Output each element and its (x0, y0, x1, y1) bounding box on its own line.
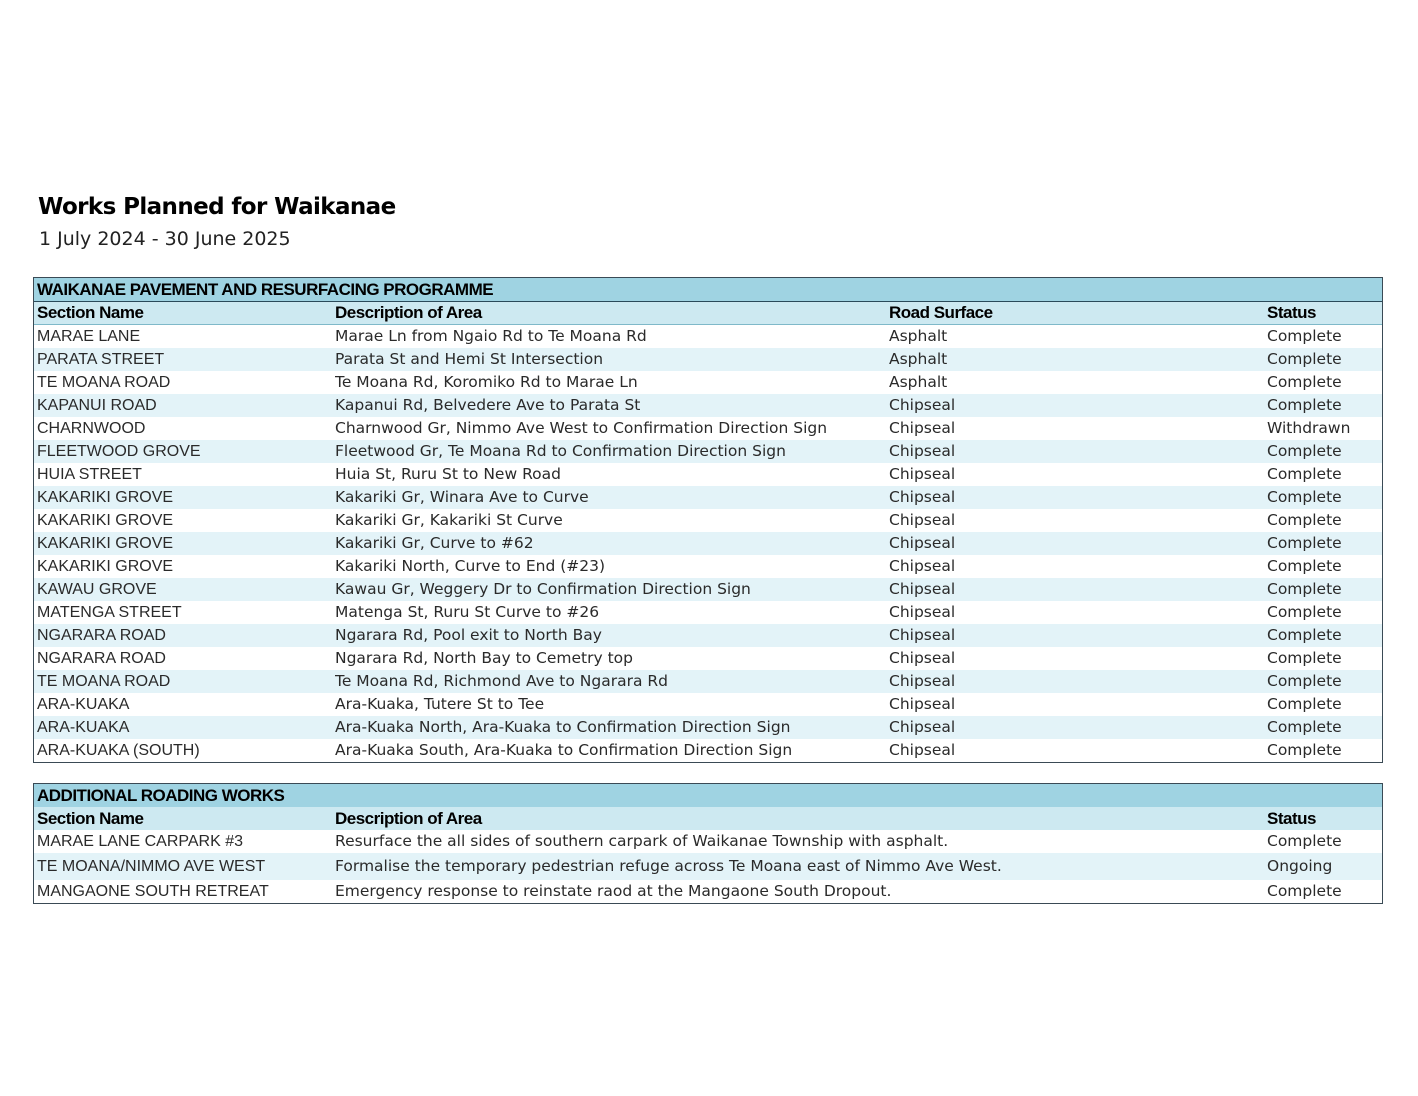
status-cell: Complete (1267, 603, 1342, 621)
status-cell: Complete (1267, 327, 1342, 345)
table-header-row (34, 807, 1382, 830)
section-name-cell: KAWAU GROVE (37, 581, 157, 598)
description-cell: Resurface the all sides of southern carpark of Waikanae Township with asphalt. (335, 832, 949, 850)
table-row (34, 325, 1382, 348)
description-cell: Te Moana Rd, Koromiko Rd to Marae Ln (335, 373, 638, 391)
table-row (34, 394, 1382, 417)
status-cell: Withdrawn (1267, 419, 1351, 437)
description-cell: Parata St and Hemi St Intersection (335, 350, 604, 368)
column-header-description: Description of Area (335, 303, 482, 322)
status-cell: Complete (1267, 832, 1342, 850)
section-name-cell: KAPANUI ROAD (37, 397, 157, 414)
description-cell: Ara-Kuaka South, Ara-Kuaka to Confirmation Direction Sign (335, 741, 793, 759)
status-cell: Complete (1267, 580, 1342, 598)
table-banner: WAIKANAE PAVEMENT AND RESURFACING PROGRAMME (34, 278, 1382, 302)
table-row (34, 440, 1382, 463)
section-name-cell: TE MOANA/NIMMO AVE WEST (37, 858, 266, 875)
table-row (34, 486, 1382, 509)
section-name-cell: KAKARIKI GROVE (37, 535, 174, 552)
table-row (34, 555, 1382, 578)
section-name-cell: KAKARIKI GROVE (37, 489, 174, 506)
status-cell: Complete (1267, 373, 1342, 391)
road-surface-cell: Asphalt (889, 350, 948, 368)
table-row (34, 716, 1382, 739)
status-cell: Complete (1267, 741, 1342, 759)
road-surface-cell: Chipseal (889, 741, 956, 759)
description-cell: Kawau Gr, Weggery Dr to Confirmation Direction Sign (335, 580, 751, 598)
table-header-row (34, 302, 1382, 325)
section-name-cell: PARATA STREET (37, 351, 165, 368)
table-row (34, 693, 1382, 716)
road-surface-cell: Chipseal (889, 419, 956, 437)
section-name-cell: NGARARA ROAD (37, 627, 166, 644)
section-name-cell: NGARARA ROAD (37, 650, 166, 667)
table-row (34, 830, 1382, 853)
status-cell: Complete (1267, 511, 1342, 529)
road-surface-cell: Chipseal (889, 534, 956, 552)
status-cell: Complete (1267, 882, 1342, 900)
column-header-section: Section Name (37, 809, 144, 828)
description-cell: Huia St, Ruru St to New Road (335, 465, 561, 483)
description-cell: Kakariki Gr, Winara Ave to Curve (335, 488, 589, 506)
section-name-cell: CHARNWOOD (37, 420, 146, 437)
description-cell: Marae Ln from Ngaio Rd to Te Moana Rd (335, 327, 647, 345)
table-row (34, 371, 1382, 394)
road-surface-cell: Chipseal (889, 649, 956, 667)
column-header-section: Section Name (37, 303, 144, 322)
status-cell: Complete (1267, 488, 1342, 506)
date-range: 1 July 2024 - 30 June 2025 (39, 228, 291, 250)
table-row (34, 601, 1382, 624)
table-row (34, 532, 1382, 555)
road-surface-cell: Chipseal (889, 626, 956, 644)
status-cell: Complete (1267, 465, 1342, 483)
description-cell: Charnwood Gr, Nimmo Ave West to Confirmation Direction Sign (335, 419, 828, 437)
page-title: Works Planned for Waikanae (38, 194, 396, 220)
description-cell: Ngarara Rd, North Bay to Cemetry top (335, 649, 634, 667)
section-name-cell: ARA-KUAKA (SOUTH) (37, 742, 200, 759)
description-cell: Emergency response to reinstate raod at the Mangaone South Dropout. (335, 882, 892, 900)
column-header-status: Status (1267, 809, 1316, 828)
road-surface-cell: Asphalt (889, 327, 948, 345)
road-surface-cell: Chipseal (889, 396, 956, 414)
description-cell: Matenga St, Ruru St Curve to #26 (335, 603, 600, 621)
description-cell: Formalise the temporary pedestrian refuge across Te Moana east of Nimmo Ave West. (335, 857, 1002, 875)
table-row (34, 853, 1382, 880)
section-name-cell: TE MOANA ROAD (37, 673, 171, 690)
section-name-cell: FLEETWOOD GROVE (37, 443, 201, 460)
description-cell: Kakariki North, Curve to End (#23) (335, 557, 606, 575)
additional-roading-table (33, 783, 1383, 904)
road-surface-cell: Chipseal (889, 488, 956, 506)
section-name-cell: ARA-KUAKA (37, 719, 130, 736)
description-cell: Te Moana Rd, Richmond Ave to Ngarara Rd (335, 672, 668, 690)
road-surface-cell: Chipseal (889, 557, 956, 575)
road-surface-cell: Chipseal (889, 718, 956, 736)
status-cell: Complete (1267, 649, 1342, 667)
description-cell: Ara-Kuaka, Tutere St to Tee (335, 695, 545, 713)
description-cell: Fleetwood Gr, Te Moana Rd to Confirmation Direction Sign (335, 442, 786, 460)
road-surface-cell: Chipseal (889, 442, 956, 460)
column-header-surface: Road Surface (889, 303, 993, 322)
description-cell: Ngarara Rd, Pool exit to North Bay (335, 626, 602, 644)
section-name-cell: TE MOANA ROAD (37, 374, 171, 391)
table-banner: ADDITIONAL ROADING WORKS (34, 784, 1382, 807)
table-row (34, 348, 1382, 371)
status-cell: Complete (1267, 350, 1342, 368)
section-name-cell: MANGAONE SOUTH RETREAT (37, 883, 269, 900)
description-cell: Kapanui Rd, Belvedere Ave to Parata St (335, 396, 641, 414)
table-row (34, 739, 1382, 762)
status-cell: Complete (1267, 672, 1342, 690)
status-cell: Complete (1267, 442, 1342, 460)
table-row (34, 509, 1382, 532)
section-name-cell: ARA-KUAKA (37, 696, 130, 713)
section-name-cell: KAKARIKI GROVE (37, 558, 174, 575)
pavement-resurfacing-table (33, 277, 1383, 763)
status-cell: Complete (1267, 557, 1342, 575)
status-cell: Complete (1267, 626, 1342, 644)
table-row (34, 463, 1382, 486)
table-row (34, 880, 1382, 903)
table-row (34, 578, 1382, 601)
status-cell: Ongoing (1267, 857, 1333, 875)
road-surface-cell: Asphalt (889, 373, 948, 391)
road-surface-cell: Chipseal (889, 511, 956, 529)
table-row (34, 670, 1382, 693)
status-cell: Complete (1267, 534, 1342, 552)
road-surface-cell: Chipseal (889, 672, 956, 690)
road-surface-cell: Chipseal (889, 603, 956, 621)
table-row (34, 647, 1382, 670)
status-cell: Complete (1267, 695, 1342, 713)
column-header-status: Status (1267, 303, 1316, 322)
description-cell: Ara-Kuaka North, Ara-Kuaka to Confirmation Direction Sign (335, 718, 791, 736)
road-surface-cell: Chipseal (889, 695, 956, 713)
road-surface-cell: Chipseal (889, 465, 956, 483)
table-row (34, 417, 1382, 440)
status-cell: Complete (1267, 396, 1342, 414)
section-name-cell: MATENGA STREET (37, 604, 182, 621)
status-cell: Complete (1267, 718, 1342, 736)
section-name-cell: KAKARIKI GROVE (37, 512, 174, 529)
section-name-cell: HUIA STREET (37, 466, 142, 483)
column-header-description: Description of Area (335, 809, 482, 828)
road-surface-cell: Chipseal (889, 580, 956, 598)
description-cell: Kakariki Gr, Curve to #62 (335, 534, 534, 552)
description-cell: Kakariki Gr, Kakariki St Curve (335, 511, 563, 529)
table-row (34, 624, 1382, 647)
section-name-cell: MARAE LANE (37, 328, 141, 345)
section-name-cell: MARAE LANE CARPARK #3 (37, 833, 243, 850)
